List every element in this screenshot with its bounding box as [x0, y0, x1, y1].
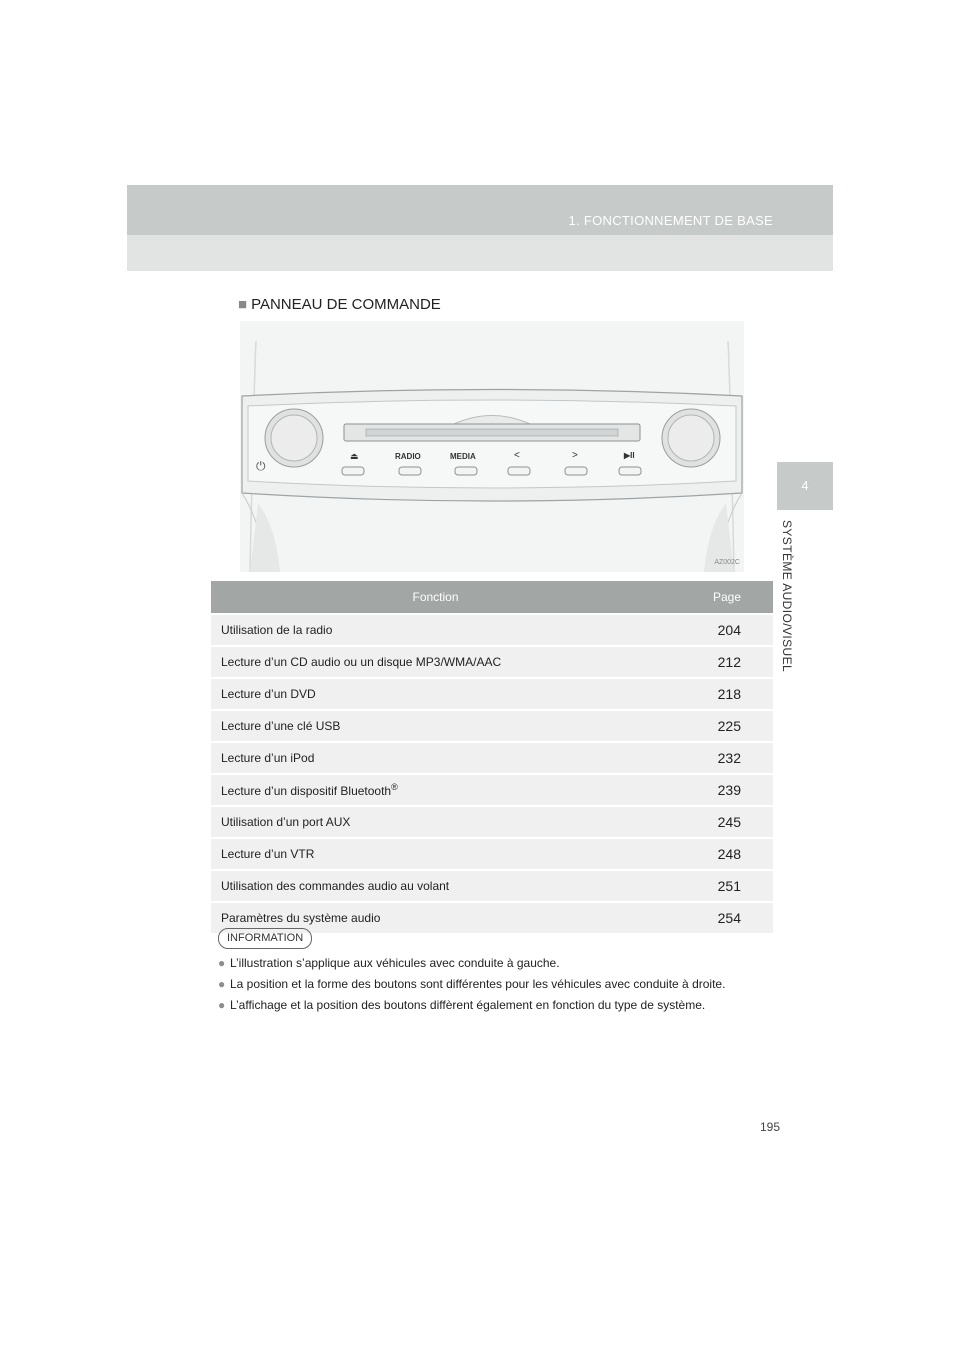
page-cell: 225 — [660, 709, 773, 741]
control-panel-illustration — [240, 321, 744, 572]
table-row — [211, 645, 773, 677]
table-row — [211, 773, 773, 805]
page-number: 195 — [760, 1120, 781, 1134]
function-cell: Lecture d’un VTR — [211, 837, 660, 869]
table-row — [211, 837, 773, 869]
function-cell: Lecture d’un DVD — [211, 677, 660, 709]
information-text: La position et la forme des boutons sont différentes pour les véhicules avec conduite à droite. — [230, 977, 726, 991]
chapter-title: 1. FONCTIONNEMENT DE BASE — [568, 213, 773, 228]
section-heading — [238, 296, 441, 313]
function-column-header: Fonction — [211, 581, 660, 613]
function-cell: Utilisation des commandes audio au volant — [211, 869, 660, 901]
information-list — [218, 955, 770, 1018]
function-cell: Utilisation de la radio — [211, 613, 660, 645]
information-badge: INFORMATION — [218, 928, 312, 949]
function-cell: Utilisation d’un port AUX — [211, 805, 660, 837]
table-row — [211, 677, 773, 709]
previous-icon: < — [514, 450, 520, 461]
function-cell — [211, 773, 660, 805]
media-button-label: MEDIA — [450, 452, 476, 461]
function-text: Lecture d’un dispositif Bluetooth — [221, 784, 392, 798]
information-text: L’illustration s’applique aux véhicules avec conduite à gauche. — [230, 956, 560, 970]
eject-icon: ⏏ — [350, 451, 359, 461]
page-cell: 218 — [660, 677, 773, 709]
chapter-side-label — [780, 520, 808, 690]
chapter-tab-number: 4 — [801, 478, 809, 493]
illustration-code: AZ002C — [714, 559, 740, 566]
bullet-icon: ● — [218, 956, 226, 970]
function-cell: Lecture d’un CD audio ou un disque MP3/WMA/AAC — [211, 645, 660, 677]
information-item — [218, 955, 770, 972]
control-panel-drawing — [240, 321, 744, 572]
bullet-icon: ● — [218, 977, 226, 991]
page-cell: 239 — [660, 773, 773, 805]
function-cell: Paramètres du système audio — [211, 901, 660, 933]
chapter-side-label-text: SYSTÈME AUDIO/VISUEL — [780, 520, 794, 673]
information-item — [218, 976, 770, 993]
chapter-header — [127, 185, 833, 235]
square-bullet-icon: ■ — [238, 296, 248, 313]
page-cell: 245 — [660, 805, 773, 837]
chapter-tab — [777, 462, 833, 510]
page-cell: 232 — [660, 741, 773, 773]
next-icon: > — [572, 450, 578, 461]
page-cell: 248 — [660, 837, 773, 869]
power-icon: ⏻ — [256, 459, 266, 473]
page-cell: 251 — [660, 869, 773, 901]
table-row — [211, 613, 773, 645]
table-row — [211, 709, 773, 741]
play-pause-icon: ▶II — [624, 451, 635, 460]
table-row — [211, 741, 773, 773]
bullet-icon: ● — [218, 998, 226, 1012]
page-cell: 254 — [660, 901, 773, 933]
table-row — [211, 869, 773, 901]
table-row — [211, 805, 773, 837]
chapter-header-band — [127, 235, 833, 271]
page-cell: 212 — [660, 645, 773, 677]
information-text: L’affichage et la position des boutons diffèrent également en fonction du type de système. — [230, 998, 706, 1012]
registered-mark: ® — [391, 782, 398, 792]
section-title: PANNEAU DE COMMANDE — [251, 296, 441, 313]
function-cell: Lecture d’une clé USB — [211, 709, 660, 741]
information-item — [218, 997, 770, 1014]
function-page-table — [211, 581, 773, 933]
function-cell: Lecture d’un iPod — [211, 741, 660, 773]
page-cell: 204 — [660, 613, 773, 645]
radio-button-label: RADIO — [395, 452, 421, 461]
page-column-header: Page — [660, 581, 773, 613]
table-header-row — [211, 581, 773, 613]
